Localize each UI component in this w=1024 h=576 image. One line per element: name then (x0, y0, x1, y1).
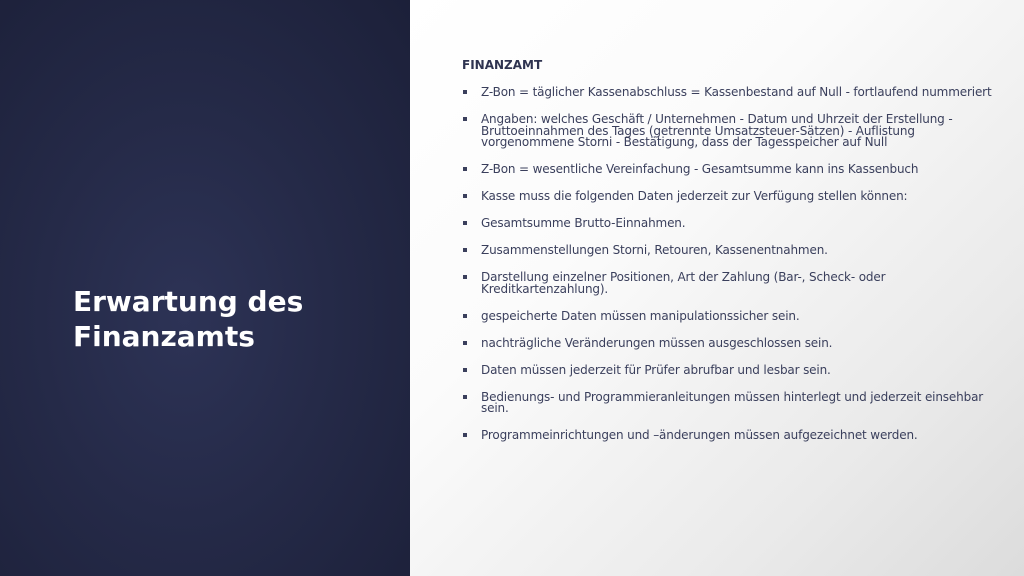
square-bullet-icon (463, 368, 467, 372)
bullet-item (462, 430, 992, 442)
section-heading: FINANZAMT (462, 58, 543, 72)
square-bullet-icon (463, 117, 467, 121)
square-bullet-icon (463, 395, 467, 399)
square-bullet-icon (463, 433, 467, 437)
bullet-item (462, 335, 992, 350)
bullet-text: Z-Bon = täglicher Kassenabschluss = Kassenbestand auf Null - fortlaufend nummeriert (481, 85, 992, 99)
bullet-text: Zusammenstellungen Storni, Retouren, Kassenentnahmen. (481, 243, 828, 257)
bullet-item (462, 191, 992, 203)
slide-title: Erwartung des Finanzamts (73, 285, 304, 353)
square-bullet-icon (463, 194, 467, 198)
square-bullet-icon (463, 221, 467, 225)
content-area (462, 57, 992, 457)
bullet-text: Programmeinrichtungen und –änderungen müssen aufgezeichnet werden. (481, 428, 918, 442)
bullet-text: Bedienungs- und Programmieranleitungen müssen hinterlegt und jederzeit einsehbar sein. (481, 389, 984, 415)
bullet-text: Daten müssen jederzeit für Prüfer abrufbar und lesbar sein. (481, 362, 831, 377)
bullet-item (462, 87, 992, 99)
bullet-item (462, 114, 992, 149)
square-bullet-icon (463, 275, 467, 279)
title-panel (0, 0, 410, 576)
bullet-item (462, 164, 992, 176)
bullet-text: Gesamtsumme Brutto-Einnahmen. (481, 216, 686, 230)
bullet-item (462, 245, 992, 257)
square-bullet-icon (463, 314, 467, 318)
bullet-list (462, 87, 992, 442)
bullet-text: Angaben: welches Geschäft / Unternehmen - Datum und Uhrzeit der Erstellung - Bruttoeinnahmen des Tages (getrennte Umsatzsteuer-Sätzen) - Auflistung vorgenommene Storni - Bestätigung, dass der Tagesspeicher auf Null (481, 112, 953, 149)
bullet-text: gespeicherte Daten müssen manipulationssicher sein. (481, 308, 800, 323)
square-bullet-icon (463, 248, 467, 252)
content-panel (410, 0, 1024, 576)
bullet-item (462, 272, 992, 295)
bullet-text: nachträgliche Veränderungen müssen ausgeschlossen sein. (481, 335, 833, 350)
bullet-item (462, 389, 992, 415)
bullet-text: Darstellung einzelner Positionen, Art der Zahlung (Bar-, Scheck- oder Kreditkartenzahlung). (481, 270, 886, 296)
bullet-item (462, 362, 992, 377)
bullet-item (462, 218, 992, 230)
bullet-text: Z-Bon = wesentliche Vereinfachung - Gesamtsumme kann ins Kassenbuch (481, 162, 919, 176)
bullet-item (462, 308, 992, 323)
square-bullet-icon (463, 341, 467, 345)
square-bullet-icon (463, 90, 467, 94)
square-bullet-icon (463, 167, 467, 171)
bullet-text: Kasse muss die folgenden Daten jederzeit zur Verfügung stellen können: (481, 189, 908, 203)
